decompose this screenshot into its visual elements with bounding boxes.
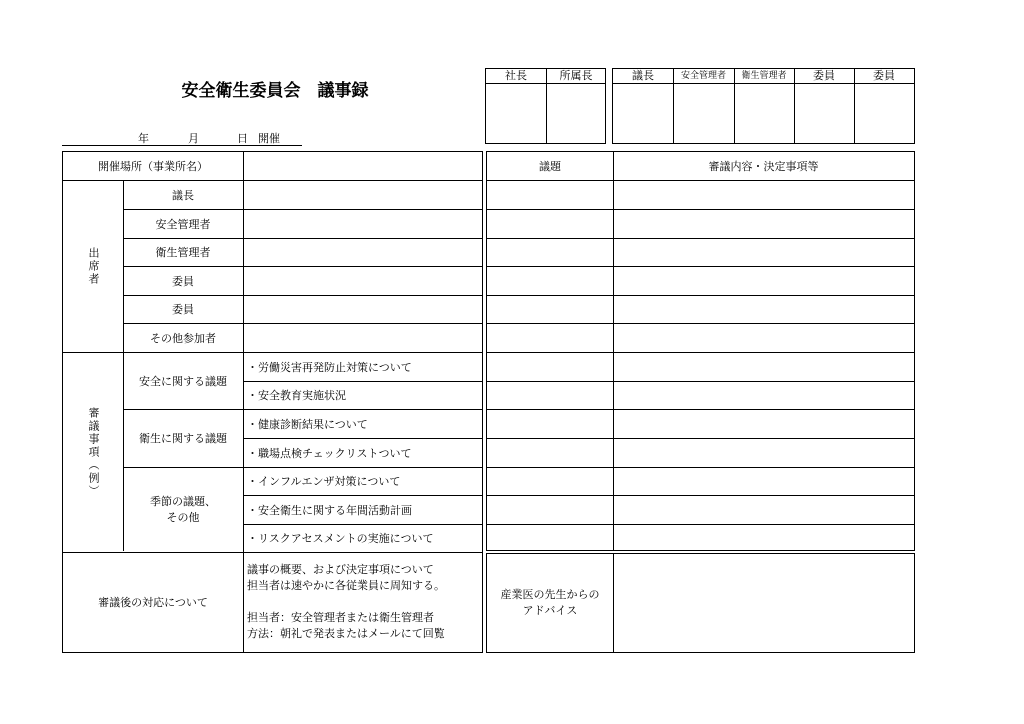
- approval-stamps-committee: [612, 68, 915, 144]
- agenda-health-category: 衛生に関する議題: [139, 432, 227, 445]
- agenda-column-header: 議題: [539, 160, 561, 173]
- attendee-member-1-label: 委員: [172, 274, 194, 288]
- agenda-item: ・インフルエンザ対策について: [247, 475, 401, 488]
- doctor-advice-input[interactable]: [613, 554, 914, 652]
- attendee-safety-manager-label: 安全管理者: [155, 217, 211, 231]
- stamp-chair: 議長: [632, 69, 654, 82]
- stamp-member-1: 委員: [813, 69, 835, 82]
- page-title: 安全衛生委員会 議事録: [181, 81, 369, 101]
- date-line: [62, 130, 302, 146]
- attendee-member-2-label: 委員: [172, 303, 194, 316]
- followup-text: 議事の概要、および決定事項について 担当者は速やかに各従業員に周知する。 担当者：安全管理者または衛生管理者 方法：朝礼で発表またはメールにて回覧: [247, 563, 445, 640]
- stamp-safety-manager: 安全管理者: [680, 71, 726, 81]
- agenda-seasonal-category: 季節の議題、 その他: [150, 494, 216, 524]
- attendee-others-label: その他参加者: [150, 331, 216, 345]
- meeting-info-table: [62, 151, 483, 653]
- day-label: 日: [237, 132, 248, 145]
- doctor-advice-box: [486, 553, 915, 653]
- held-label: 開催: [258, 132, 280, 145]
- agenda-item: ・健康診断結果について: [247, 417, 368, 431]
- venue-input[interactable]: [243, 152, 483, 180]
- agenda-safety-category: 安全に関する議題: [139, 374, 227, 388]
- year-label: 年: [138, 132, 149, 145]
- deliberation-table: [486, 151, 915, 551]
- agenda-item: ・労働災害再発防止対策について: [247, 360, 412, 374]
- attendee-chair-label: 議長: [172, 188, 194, 202]
- month-label: 月: [188, 132, 199, 145]
- stamp-member-2: 委員: [873, 69, 895, 82]
- agenda-group-label: 審議事項（例）: [87, 406, 100, 498]
- agenda-item: ・職場点検チェックリストついて: [247, 446, 412, 460]
- agenda-item: ・安全教育実施状況: [247, 389, 346, 402]
- attendee-health-manager-label: 衛生管理者: [155, 246, 211, 259]
- stamp-dept-head: 所属長: [559, 69, 593, 82]
- approval-stamps-primary: [485, 68, 606, 144]
- stamp-president: 社長: [505, 69, 527, 82]
- doctor-advice-label: 産業医の先生からの アドバイス: [500, 588, 600, 617]
- attendees-group-label: 出席者: [87, 246, 100, 286]
- content-column-header: 審議内容・決定事項等: [708, 160, 819, 173]
- venue-label: 開催場所（事業所名）: [98, 160, 208, 173]
- agenda-item: ・リスクアセスメントの実施について: [247, 532, 434, 545]
- stamp-health-manager: 衛生管理者: [741, 71, 787, 81]
- agenda-item: ・安全衛生に関する年間活動計画: [247, 503, 412, 517]
- followup-label: 審議後の対応について: [98, 596, 208, 609]
